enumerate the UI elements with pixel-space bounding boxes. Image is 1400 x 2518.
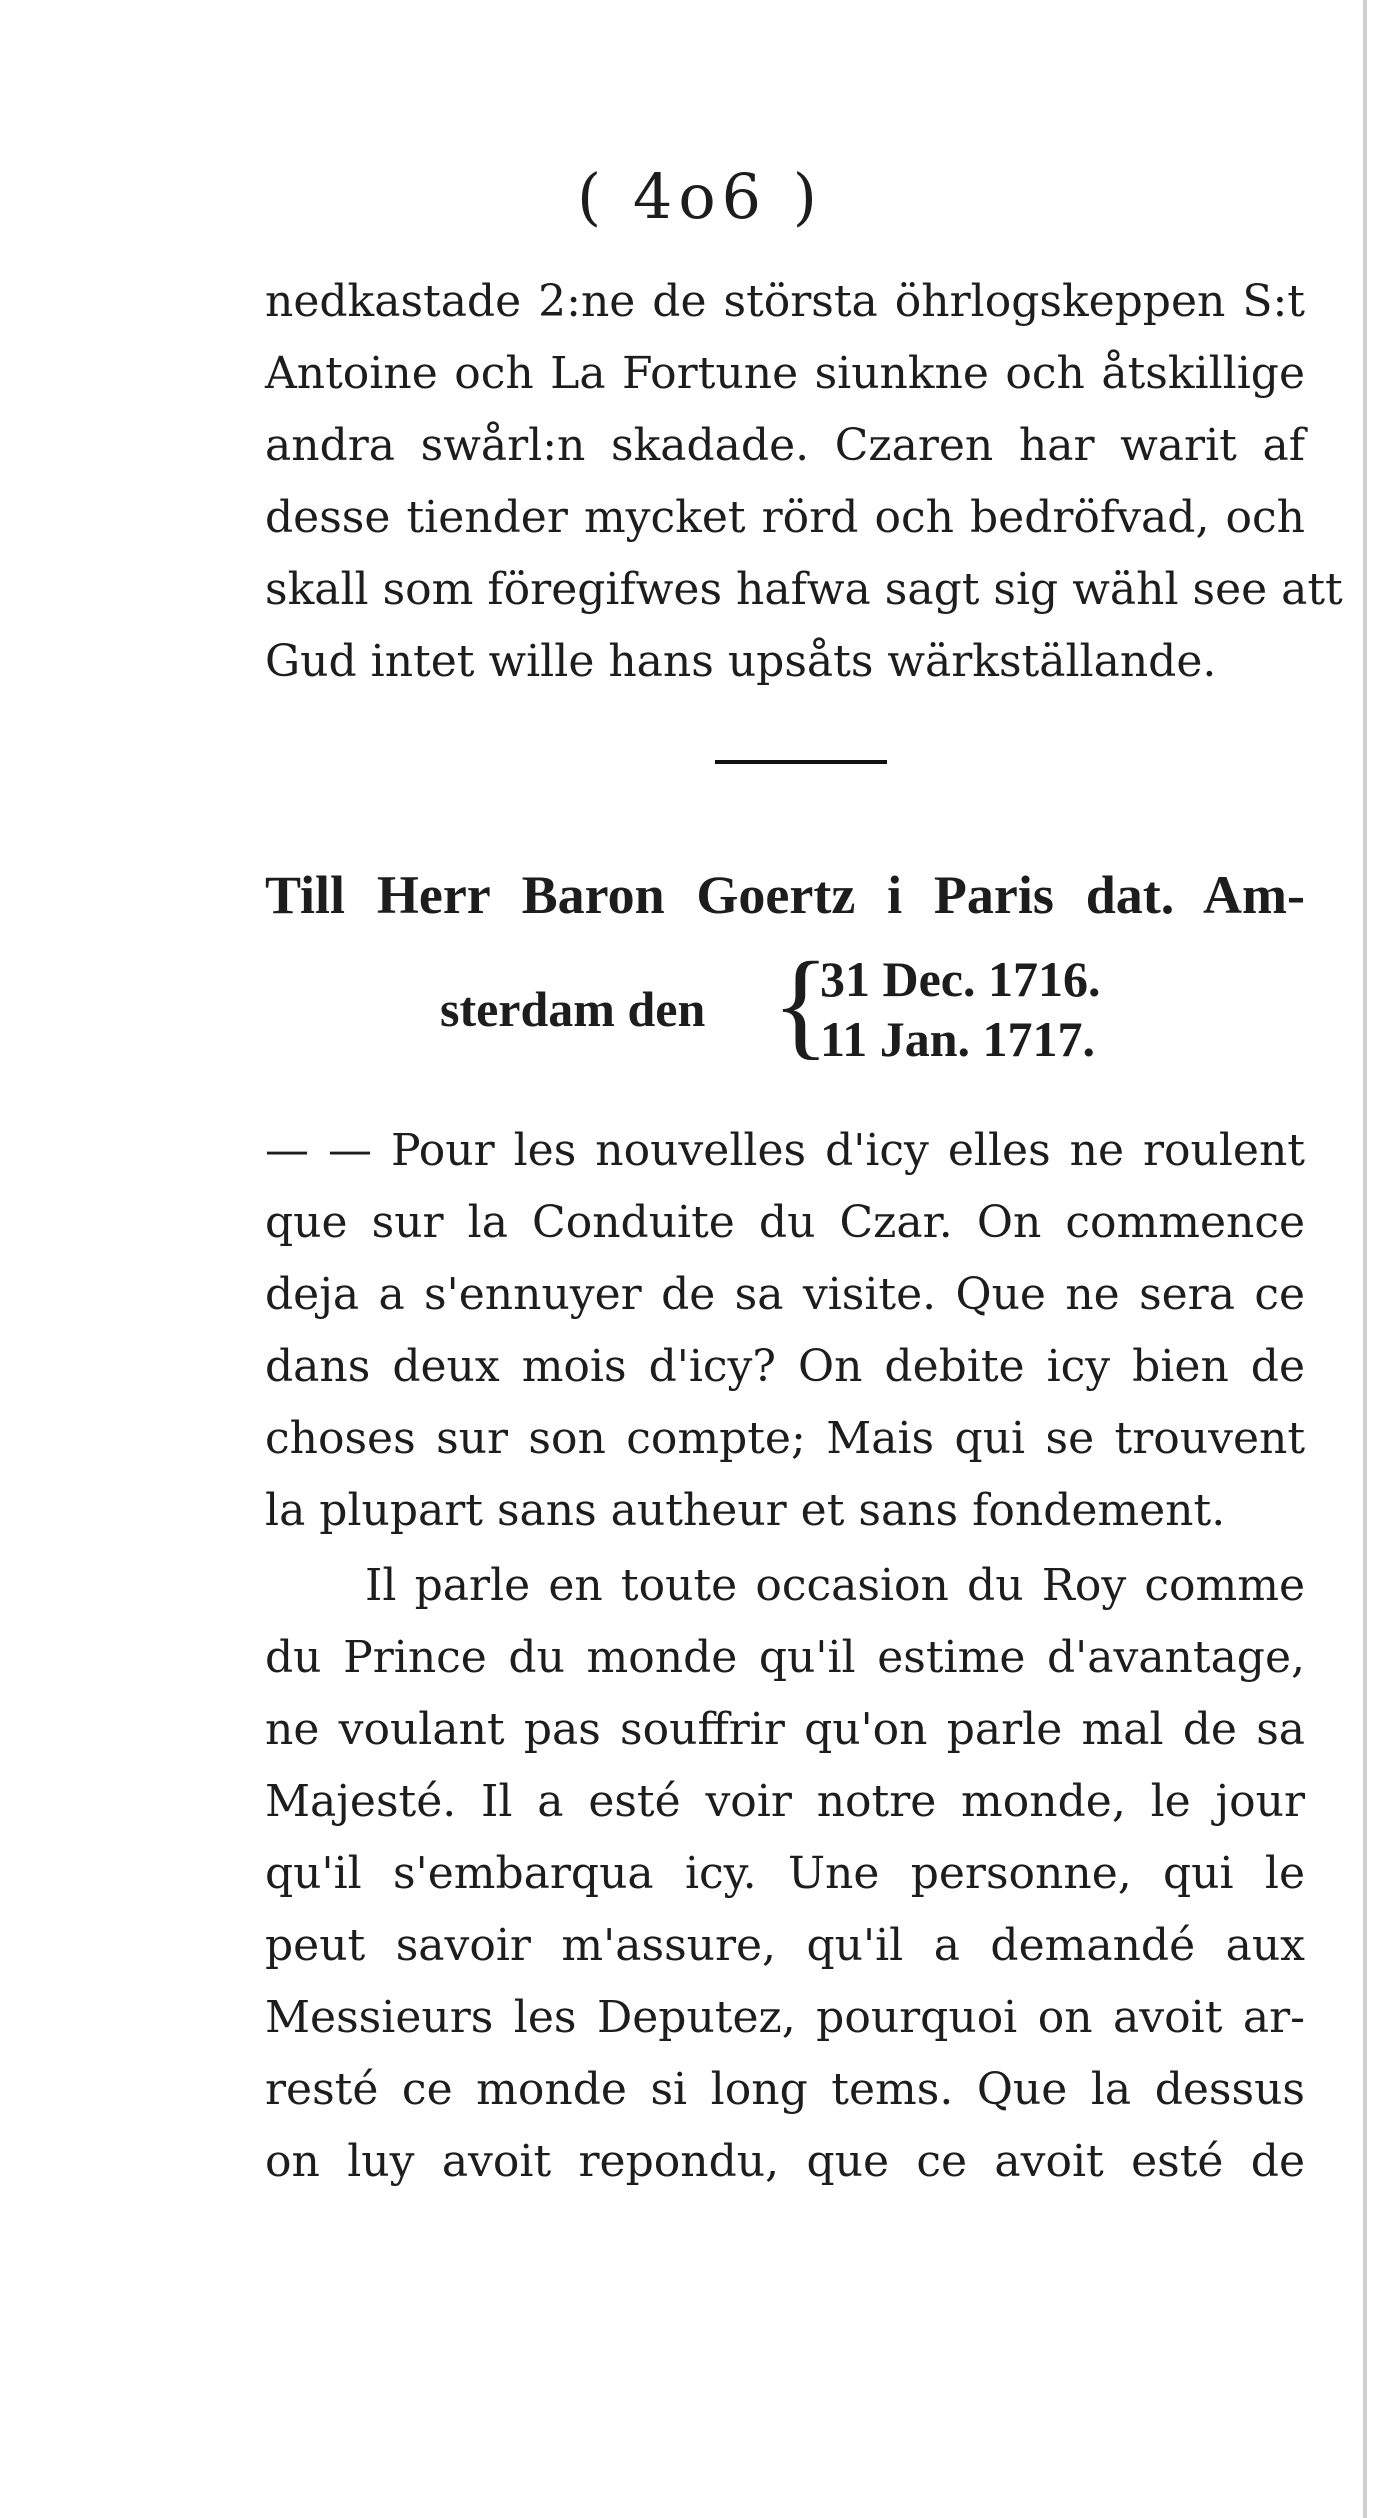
text-line: resté ce monde si long tems. Que la dessus: [265, 2064, 1305, 2115]
text-line: ne voulant pas souffrir qu'on parle mal de sa: [265, 1704, 1305, 1755]
text-line: la plupart sans autheur et sans fondement.: [265, 1485, 1226, 1536]
text-line: Il parle en toute occasion du Roy comme: [365, 1560, 1305, 1611]
text-line: choses sur son compte; Mais qui se trouvent: [265, 1413, 1305, 1464]
text-line: dans deux mois d'icy? On debite icy bien de: [265, 1341, 1305, 1392]
letter-dateline: [440, 937, 1340, 1080]
text-line: qu'il s'embarqua icy. Une personne, qui le: [265, 1848, 1305, 1899]
text-line: deja a s'ennuyer de sa visite. Que ne sera ce: [265, 1269, 1305, 1320]
text-line: Messieurs les Deputez, pourquoi on avoit ar-: [265, 1992, 1305, 2043]
date-new-style: 11 Jan. 1717.: [820, 1011, 1096, 1067]
brace-glyph: {: [772, 937, 830, 1070]
text-line: Majesté. Il a esté voir notre monde, le jour: [265, 1776, 1305, 1827]
date-old-style: 31 Dec. 1716.: [820, 951, 1101, 1007]
paragraph-french-2: [265, 1550, 1305, 2198]
paragraph-french-1: [265, 1115, 1305, 1547]
paragraph-swedish: [265, 266, 1343, 698]
text-line: desse tiender mycket rörd och bedröfvad, och: [265, 492, 1305, 543]
dateline-place: sterdam den: [440, 981, 706, 1037]
text-line: du Prince du monde qu'il estime d'avantage,: [265, 1632, 1305, 1683]
text-line: andra swårl:n skadade. Czaren har warit af: [265, 420, 1305, 471]
text-line: skall som föregifwes hafwa sagt sig wähl see att: [265, 564, 1343, 615]
text-line: que sur la Conduite du Czar. On commence: [265, 1197, 1305, 1248]
text-line: nedkastade 2:ne de största öhrlogskeppen S:t: [265, 276, 1305, 327]
page-number: ( 4o6 ): [576, 160, 823, 233]
text-line: Gud intet wille hans upsåts wärkställande.: [265, 636, 1217, 687]
section-divider: [715, 760, 887, 764]
text-line: Antoine och La Fortune siunkne och åtskillige: [265, 348, 1305, 399]
text-line: on luy avoit repondu, que ce avoit esté de: [265, 2136, 1305, 2187]
text-line: — — Pour les nouvelles d'icy elles ne roulent: [265, 1125, 1305, 1176]
letter-heading: Till Herr Baron Goertz i Paris dat. Am-: [265, 865, 1305, 925]
page-edge: [1363, 0, 1367, 2518]
text-line: peut savoir m'assure, qu'il a demandé aux: [265, 1920, 1305, 1971]
